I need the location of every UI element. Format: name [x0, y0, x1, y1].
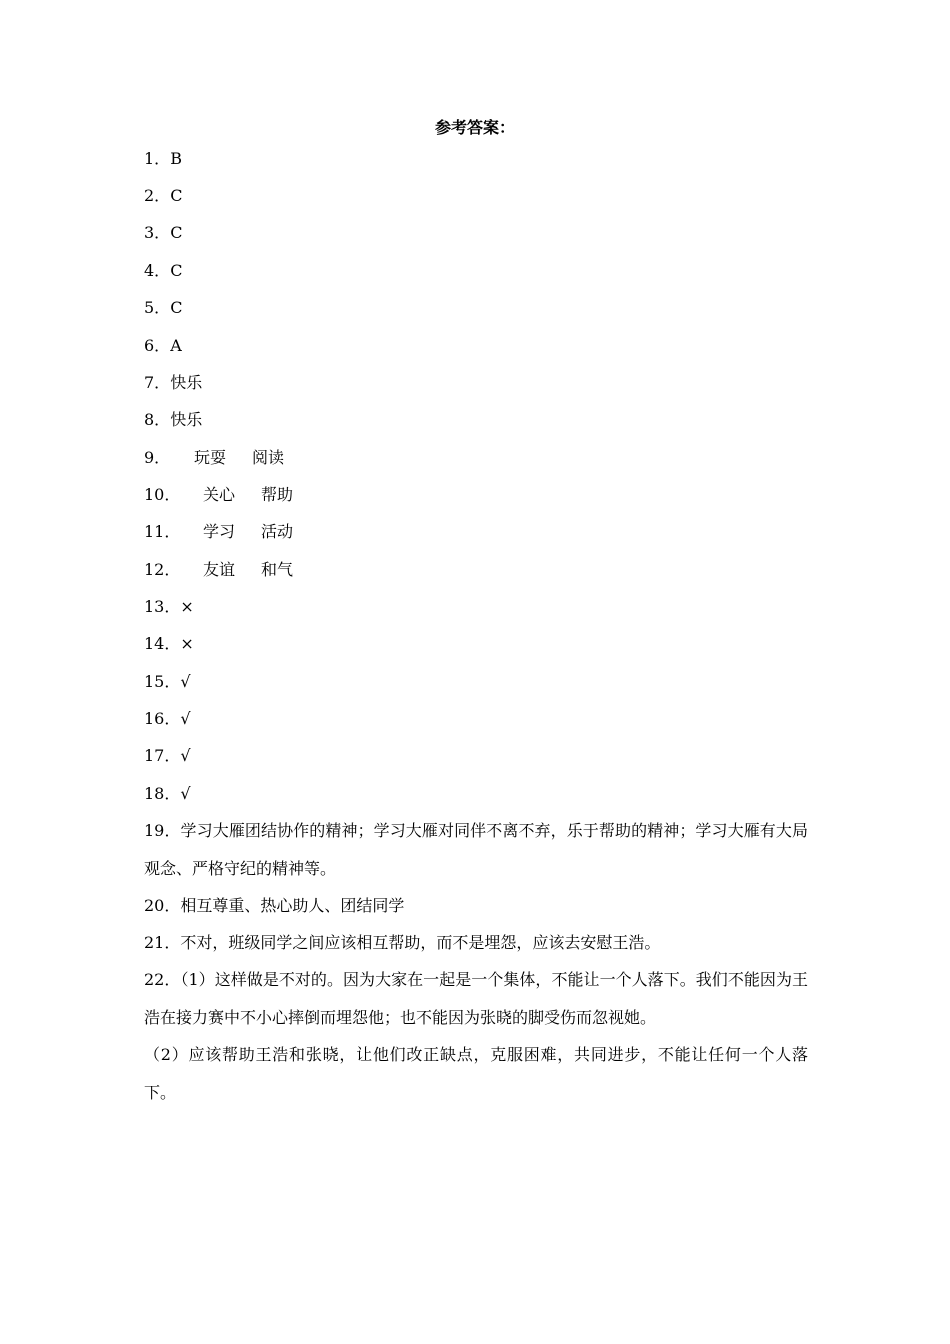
answer-21 [144, 931, 660, 955]
answer-text: B [170, 149, 182, 168]
answer-text: 学习大雁团结协作的精神；学习大雁对同伴不离不弃，乐于帮助的精神；学习大雁有大局观念、严格守纪的精神等。 [144, 821, 808, 878]
answer-9 [144, 446, 284, 470]
answer-text: √ [180, 746, 191, 765]
answer-blank-1: 关心 [203, 485, 236, 504]
answer-blank-1: 学习 [203, 522, 236, 541]
answer-number: 18． [144, 784, 181, 803]
answer-18 [144, 782, 191, 806]
answer-number: 6． [144, 336, 171, 355]
answer-22-part-1 [144, 961, 808, 1036]
answer-number: 21． [144, 933, 181, 952]
answer-blank-1: 玩耍 [194, 448, 227, 467]
answer-blank-1: 友谊 [203, 560, 236, 579]
answer-text: √ [180, 784, 191, 803]
answer-number: 5． [144, 298, 171, 317]
answer-number: 2． [144, 186, 171, 205]
answer-text: 快乐 [170, 410, 203, 429]
answer-4 [144, 259, 182, 283]
answer-3 [144, 221, 182, 245]
answer-blank-2: 阅读 [252, 448, 285, 467]
answer-number: 7． [144, 373, 171, 392]
answer-blank-2: 和气 [261, 560, 294, 579]
answer-text: 快乐 [170, 373, 203, 392]
answer-text: × [180, 597, 194, 616]
answer-2 [144, 184, 182, 208]
answer-text: √ [180, 672, 191, 691]
answer-16 [144, 707, 191, 731]
answer-number: 19． [144, 821, 181, 840]
answer-number: 20． [144, 896, 181, 915]
answer-12 [144, 558, 293, 582]
answer-text: A [170, 336, 182, 355]
answer-17 [144, 744, 191, 768]
answer-number: 16． [144, 709, 181, 728]
answer-text: C [170, 261, 183, 280]
answer-number: 1． [144, 149, 171, 168]
answer-7 [144, 371, 202, 395]
answer-text: C [170, 186, 183, 205]
answer-number: 8． [144, 410, 171, 429]
answer-number: 22． [144, 970, 181, 989]
answer-blank-2: 帮助 [261, 485, 294, 504]
answer-5 [144, 296, 182, 320]
answer-blank-2: 活动 [261, 522, 294, 541]
answer-text: （2）应该帮助王浩和张晓，让他们改正缺点，克服困难，共同进步，不能让任何一个人落下。 [144, 1045, 808, 1102]
answer-11 [144, 520, 293, 544]
answer-number: 15． [144, 672, 181, 691]
answer-20 [144, 894, 404, 918]
answer-text: 相互尊重、热心助人、团结同学 [180, 896, 405, 915]
answer-15 [144, 670, 191, 694]
answer-number: 12． [144, 560, 181, 579]
page-title: 参考答案： [434, 118, 515, 137]
answer-19 [144, 812, 808, 887]
answer-number: 3． [144, 223, 171, 242]
answer-number: 10． [144, 485, 181, 504]
answer-10 [144, 483, 293, 507]
answer-number: 17． [144, 746, 181, 765]
answer-6 [144, 334, 182, 358]
answer-22-part-2 [144, 1036, 808, 1111]
answer-text: × [180, 634, 194, 653]
answer-13 [144, 595, 194, 619]
answer-number: 14． [144, 634, 181, 653]
answer-text: C [170, 298, 183, 317]
answer-text: √ [180, 709, 191, 728]
answer-1 [144, 147, 182, 171]
answer-number: 4． [144, 261, 171, 280]
answer-text: （1）这样做是不对的。因为大家在一起是一个集体，不能让一个人落下。我们不能因为王浩在接力赛中不小心摔倒而埋怨他；也不能因为张晓的脚受伤而忽视她。 [144, 970, 808, 1027]
answer-number: 13． [144, 597, 181, 616]
answer-number: 9． [144, 448, 171, 467]
answer-14 [144, 632, 194, 656]
answer-text: 不对，班级同学之间应该相互帮助，而不是埋怨，应该去安慰王浩。 [180, 933, 661, 952]
answer-8 [144, 408, 202, 432]
answer-number: 11． [144, 522, 181, 541]
answer-text: C [170, 223, 183, 242]
